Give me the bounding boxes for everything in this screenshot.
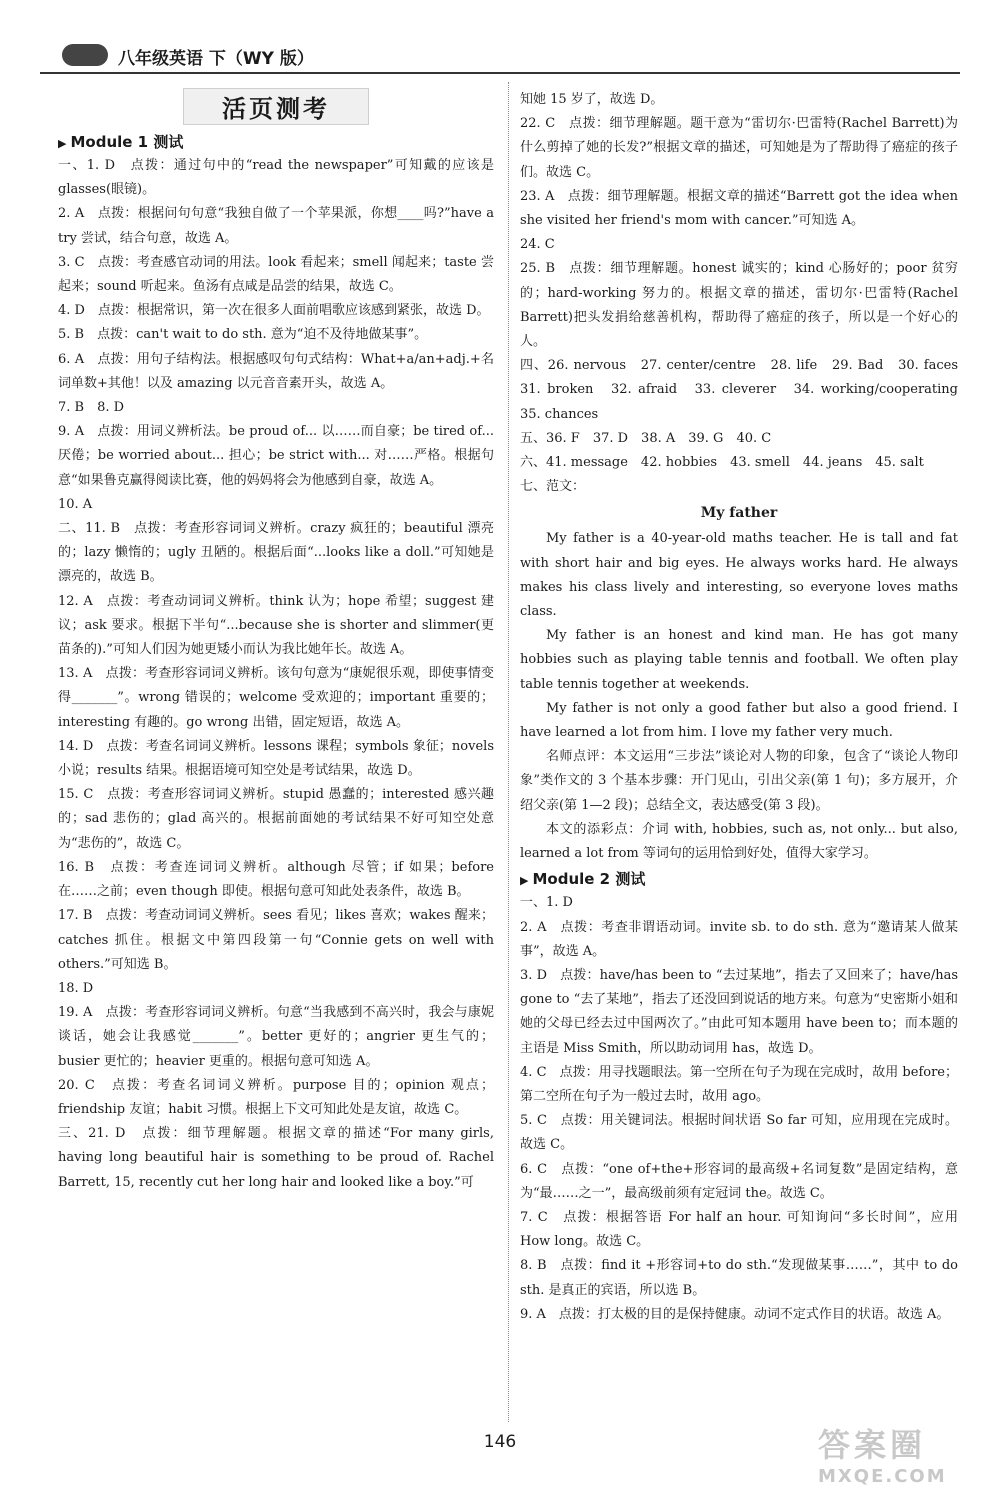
answer-item: 四、26. nervous 27. center/centre 28. life 29. Bad 30. faces 31. broken 32. afraid 33. cleverer 34. working/cooperating 35. chances xyxy=(520,358,972,422)
answer-item: 6. A 点拨：用句子结构法。根据感叹句句式结构：What+a/an+adj.+名词单数+其他！以及 amazing 以元音音素开头，故选 A。 xyxy=(58,351,494,391)
essay-paragraph: My father is not only a good father but also a good friend. I have learned a lot from him. I love my father very much. xyxy=(520,700,958,741)
answer-item: 18. D xyxy=(58,980,94,996)
section-banner xyxy=(58,88,494,125)
answer-item: 知她 15 岁了，故选 D。 xyxy=(520,92,664,107)
answer-item: 8. B 点拨：find it +形容词+to do sth.“发现做某事……”，其中 to do sth. 是真正的宾语，所以选 B。 xyxy=(520,1258,958,1298)
answer-item: 3. D 点拨：have/has been to “去过某地”，指去了又回来了；have/has gone to “去了某地”，指去了还没回到说话的地方来。句意为“史密斯小姐和她的父母已经去过中国两次了。”由此可知本题用 have been to；而本题的主语是 Miss Smith，所以助动词用 has，故选 D。 xyxy=(520,967,958,1056)
answer-item: 3. C 点拨：考查感官动词的用法。look 看起来；smell 闻起来；taste 尝起来；sound 听起来。鱼汤有点咸是品尝的结果，故选 C。 xyxy=(58,254,494,295)
answer-item: 7. B 8. D xyxy=(58,400,125,416)
page-header xyxy=(40,42,960,74)
answer-item: 一、1. D xyxy=(520,895,573,911)
right-column xyxy=(520,88,972,1327)
answer-item: 一、1. D 点拨：通过句中的“read the newspaper”可知戴的应该是 glasses(眼镜)。 xyxy=(58,158,494,198)
watermark xyxy=(818,1420,968,1487)
answer-item: 七、范文： xyxy=(520,479,586,495)
answer-item: 7. C 点拨：根据答语 For half an hour. 可知询问“多长时间”，应用 How long。故选 C。 xyxy=(520,1209,958,1250)
header-title: 八年级英语 下（WY 版） xyxy=(118,49,314,69)
essay-paragraph: 名师点评：本文运用“三步法”谈论对人物的印象，包含了“谈论人物印象”类作文的 3 个基本步骤：开门见山，引出父亲(第 1 句)；多方展开，介绍父亲(第 1—2 段)；总结全文，表达感受(第 3 段)。 xyxy=(520,749,958,813)
answer-item: 三、21. D 点拨：细节理解题。根据文章的描述“For many girls, having long beautiful hair is something to be proud of. Rachel Barrett, 15, recently cut her long hair and looked like a boy.”可 xyxy=(58,1126,494,1190)
answer-item: 25. B 点拨：细节理解题。honest 诚实的；kind 心肠好的；poor 贫穷的；hard-working 努力的。根据文章的描述，雷切尔·巴雷特(Rachel Barrett)把头发捐给慈善机构，帮助得了癌症的孩子，所以是一个好心的人。 xyxy=(520,261,958,350)
answer-item: 2. A 点拨：根据问句句意“我独自做了一个苹果派，你想____吗?”have a try 尝试，结合句意，故选 A。 xyxy=(58,206,494,246)
module-heading: ▶ Module 1 测试 xyxy=(58,131,494,152)
watermark-line1: 答案圈 xyxy=(818,1426,927,1464)
book-logo-icon xyxy=(62,44,108,66)
answer-item: 16. B 点拨：考查连词词义辨析。although 尽管；if 如果；before 在……之前；even though 即使。根据句意可知此处表条件，故选 B。 xyxy=(58,859,494,900)
answer-item: 15. C 点拨：考查形容词词义辨析。stupid 愚蠢的；interested 感兴趣的；sad 悲伤的；glad 高兴的。根据前面她的考试结果不好可知空处意为“悲伤的”，故选 C。 xyxy=(58,787,494,851)
answer-item: 23. A 点拨：细节理解题。根据文章的描述“Barrett got the idea when she visited her friend's mom with cancer.”可知选 A。 xyxy=(520,188,958,229)
section-banner-text: 活页测考 xyxy=(183,88,369,125)
column-divider xyxy=(508,82,510,1422)
answer-item: 4. D 点拨：根据常识，第一次在很多人面前唱歌应该感到紧张，故选 D。 xyxy=(58,303,490,319)
answer-item: 22. C 点拨：细节理解题。题干意为“雷切尔·巴雷特(Rachel Barrett)为什么剪掉了她的长发?”根据文章的描述，可知她是为了帮助得了癌症的孩子们。故选 C。 xyxy=(520,116,958,180)
answer-item: 13. A 点拨：考查形容词词义辨析。该句句意为“康妮很乐观，即使事情变得_______”。wrong 错误的；welcome 受欢迎的；important 重要的；interesting 有趣的。go wrong 出错，固定短语，故选 A。 xyxy=(58,666,494,730)
answer-item: 9. A 点拨：打太极的目的是保持健康。动词不定式作目的状语。故选 A。 xyxy=(520,1306,950,1322)
answer-item: 4. C 点拨：用寻找题眼法。第一空所在句子为现在完成时，故用 before；第二空所在句子为一般过去时，故用 ago。 xyxy=(520,1064,958,1104)
essay-paragraph: My father is a 40-year-old maths teacher. He is tall and fat with short hair and big eyes. He always works hard. He always makes his class lively and interesting, so everyone loves maths class. xyxy=(520,531,958,620)
answer-item: 六、41. message 42. hobbies 43. smell 44. jeans 45. salt xyxy=(520,455,924,471)
module-heading: ▶ Module 2 测试 xyxy=(520,868,958,889)
answer-item: 5. C 点拨：用关键词法。根据时间状语 So far 可知，应用现在完成时。故选 C。 xyxy=(520,1113,958,1153)
answer-item: 二、11. B 点拨：考查形容词词义辨析。crazy 疯狂的；beautiful 漂亮的；lazy 懒惰的；ugly 丑陋的。根据后面“...looks like a doll.”可知她是漂亮的，故选 B。 xyxy=(58,521,494,585)
essay-title: My father xyxy=(700,505,778,522)
answer-item: 12. A 点拨：考查动词词义辨析。think 认为；hope 希望；suggest 建议；ask 要求。根据下半句“...because she is shorter and slimmer(更苗条的).”可知人们因为她更矮小而认为我比她年长。故选 A。 xyxy=(58,593,494,658)
answer-item: 19. A 点拨：考查形容词词义辨析。句意“当我感到不高兴时，我会与康妮谈话，她会让我感觉_______”。better 更好的；angrier 更生气的；busier 更忙的；heavier 更重的。根据句意可知选 A。 xyxy=(58,1005,494,1069)
essay-paragraph: 本文的添彩点：介词 with, hobbies, such as, not only... but also, learned a lot from 等词句的运用恰到好处，值得大家学习。 xyxy=(520,821,958,862)
answer-item: 5. B 点拨：can't wait to do sth. 意为“迫不及待地做某事”。 xyxy=(58,327,428,343)
answer-item: 24. C xyxy=(520,237,555,253)
answer-item: 17. B 点拨：考查动词词义辨析。sees 看见；likes 喜欢；wakes 醒来；catches 抓住。根据文中第四段第一句“Connie gets on well with others.”可知选 B。 xyxy=(58,908,494,972)
answer-item: 五、36. F 37. D 38. A 39. G 40. C xyxy=(520,430,772,446)
answer-item: 6. C 点拨：“one of+the+形容词的最高级+名词复数”是固定结构，意为“最……之一”，最高级前须有定冠词 the。故选 C。 xyxy=(520,1161,958,1201)
answer-item: 20. C 点拨：考查名词词义辨析。purpose 目的；opinion 观点；friendship 友谊；habit 习惯。根据上下文可知此处是友谊，故选 C。 xyxy=(58,1077,494,1117)
answer-item: 10. A xyxy=(58,496,93,512)
essay-paragraph: My father is an honest and kind man. He has got many hobbies such as playing table tennis and football. We often play table tennis together at weekends. xyxy=(520,628,958,692)
answer-item: 9. A 点拨：用词义辨析法。be proud of... 以……而自豪；be tired of... 厌倦；be worried about... 担心；be strict with... 对……严格。根据句意“如果鲁克赢得阅读比赛，他的妈妈将会为他感到自豪，故选 A。 xyxy=(58,424,494,488)
page-number: 146 xyxy=(483,1432,517,1452)
left-column xyxy=(58,88,494,1195)
answer-item: 14. D 点拨：考查名词词义辨析。lessons 课程；symbols 象征；novels 小说；results 结果。根据语境可知空处是考试结果，故选 D。 xyxy=(58,738,494,779)
answer-item: 2. A 点拨：考查非谓语动词。invite sb. to do sth. 意为“邀请某人做某事”，故选 A。 xyxy=(520,919,958,959)
watermark-line2: MXQE.COM xyxy=(818,1466,947,1487)
